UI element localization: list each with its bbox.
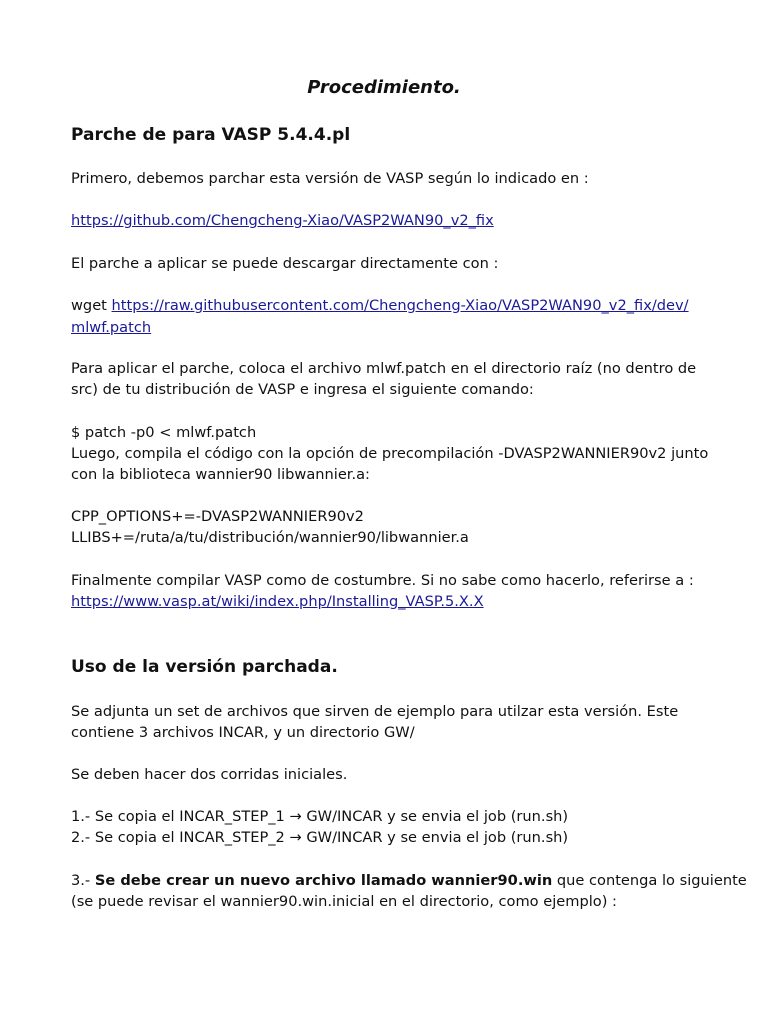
- intro-paragraph: Primero, debemos parchar esta versión de VASP según lo indicado en :: [71, 170, 589, 187]
- patch-link-part2[interactable]: mlwf.patch: [71, 319, 152, 336]
- install-link-line: [71, 591, 705, 612]
- repo-link[interactable]: https://github.com/Chengcheng-Xiao/VASP2WAN90_v2_fix: [71, 212, 494, 229]
- cpp-options-line: CPP_OPTIONS+=-DVASP2WANNIER90v2: [71, 508, 364, 525]
- wget-line-cont: [71, 317, 705, 338]
- section-heading-usage: Uso de la versión parchada.: [71, 657, 338, 677]
- compile-paragraph-line1: Luego, compila el código con la opción de precompilación -DVASP2WANNIER90v2 junto: [71, 445, 709, 462]
- llibs-line: LLIBS+=/ruta/a/tu/distribución/wannier90/libwannier.a: [71, 529, 469, 546]
- step-1: 1.- Se copia el INCAR_STEP_1 → GW/INCAR y se envia el job (run.sh): [71, 808, 569, 825]
- final-paragraph: Finalmente compilar VASP como de costumbre. Si no sabe como hacerlo, referirse a :: [71, 572, 694, 589]
- apply-paragraph-line2: src) de tu distribución de VASP e ingresa el siguiente comando:: [71, 381, 534, 398]
- attach-paragraph-line2: contiene 3 archivos INCAR, y un directorio GW/: [71, 724, 415, 741]
- wget-prefix: wget: [71, 297, 112, 314]
- page-title: Procedimiento.: [307, 77, 461, 98]
- patch-link-part1[interactable]: https://raw.githubusercontent.com/Chengcheng-Xiao/VASP2WAN90_v2_fix/dev/: [111, 297, 689, 314]
- apply-paragraph-line1: Para aplicar el parche, coloca el archivo mlwf.patch en el directorio raíz (no dentro de: [71, 360, 697, 377]
- runs-paragraph: Se deben hacer dos corridas iniciales.: [71, 766, 348, 783]
- step-3-line1: [71, 870, 747, 891]
- repo-link-line: [71, 210, 705, 231]
- step-3-bold: Se debe crear un nuevo archivo llamado wannier90.win: [94, 872, 553, 889]
- install-link[interactable]: https://www.vasp.at/wiki/index.php/Installing_VASP.5.X.X: [71, 593, 484, 610]
- download-paragraph: El parche a aplicar se puede descargar directamente con :: [71, 255, 499, 272]
- patch-command: $ patch -p0 < mlwf.patch: [71, 424, 257, 441]
- step-3-prefix: 3.-: [71, 872, 95, 889]
- attach-paragraph-line1: Se adjunta un set de archivos que sirven de ejemplo para utilzar esta versión. Este: [71, 703, 679, 720]
- step-2: 2.- Se copia el INCAR_STEP_2 → GW/INCAR y se envia el job (run.sh): [71, 829, 569, 846]
- step-3-line2: (se puede revisar el wannier90.win.inicial en el directorio, como ejemplo) :: [71, 893, 617, 910]
- wget-line: [71, 295, 705, 316]
- compile-paragraph-line2: con la biblioteca wannier90 libwannier.a:: [71, 466, 370, 483]
- section-heading-patch: Parche de para VASP 5.4.4.pl: [71, 125, 351, 145]
- step-3-suffix: que contenga lo siguiente: [552, 872, 747, 889]
